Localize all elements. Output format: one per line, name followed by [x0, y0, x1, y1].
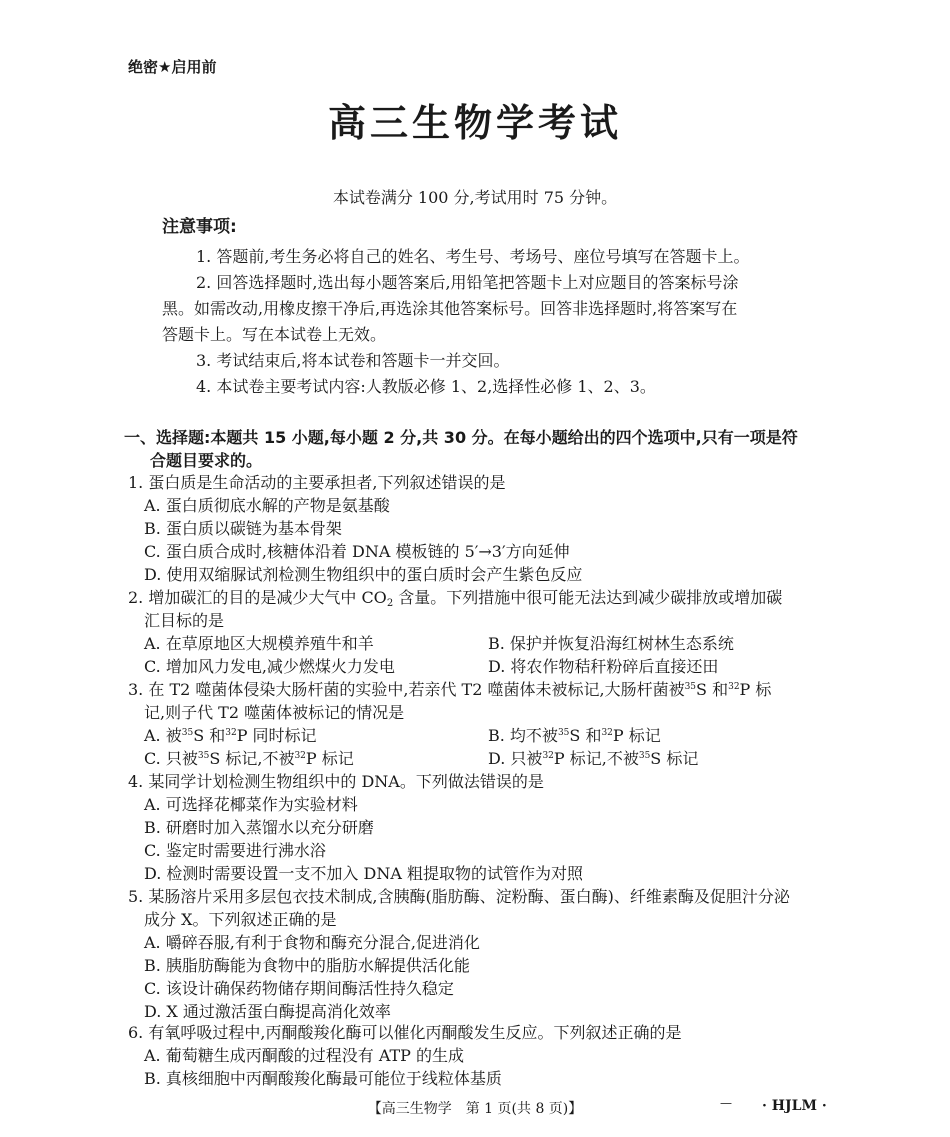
brand-mark: · HJLM · — [762, 1098, 827, 1114]
question-2-option-a: A. 在草原地区大规模养殖牛和羊 — [144, 634, 374, 653]
subscript-2: 2 — [386, 598, 394, 609]
option-text-end: P 标记 — [612, 726, 661, 745]
option-text-mid: S 标记,不被 — [209, 749, 295, 768]
section-heading-line-2: 合题目要求的。 — [150, 451, 263, 470]
option-text-start: D. 只被 — [488, 749, 543, 768]
notice-item-1: 1. 答题前,考生务必将自己的姓名、考生号、考场号、座位号填写在答题卡上。 — [196, 247, 750, 266]
isotope-32: 32 — [601, 728, 613, 738]
option-text-end: P 标记 — [305, 749, 354, 768]
notice-item-3: 3. 考试结束后,将本试卷和答题卡一并交回。 — [196, 351, 510, 370]
notice-item-2-line-3: 答题卡上。写在本试卷上无效。 — [162, 325, 387, 344]
question-4-option-a: A. 可选择花椰菜作为实验材料 — [144, 795, 358, 814]
notice-item-2-line-1: 2. 回答选择题时,选出每小题答案后,用铅笔把答题卡上对应题目的答案标号涂 — [196, 273, 739, 292]
option-text-start: A. 被 — [144, 726, 182, 745]
option-c-text-end: 3′方向延伸 — [491, 542, 570, 561]
confidential-mark: 绝密★启用前 — [128, 58, 217, 76]
question-2-stem-line-2: 汇目标的是 — [144, 611, 225, 630]
question-3-stem-line-2: 记,则子代 T2 噬菌体被标记的情况是 — [144, 703, 405, 722]
isotope-35: 35 — [684, 682, 697, 692]
arrow-symbol: → — [478, 542, 492, 561]
question-2-option-d: D. 将农作物秸秆粉碎后直接还田 — [488, 657, 719, 676]
question-5-option-b: B. 胰脂肪酶能为食物中的脂肪水解提供活化能 — [144, 956, 470, 975]
section-heading-line-1: 一、选择题:本题共 15 小题,每小题 2 分,共 30 分。在每小题给出的四个选项中,只有一项是符 — [124, 428, 798, 447]
question-1-option-a: A. 蛋白质彻底水解的产物是氨基酸 — [144, 496, 390, 515]
question-6-option-b: B. 真核细胞中丙酮酸羧化酶最可能位于线粒体基质 — [144, 1069, 502, 1088]
question-3-option-d — [488, 746, 698, 769]
question-2-option-b: B. 保护并恢复沿海红树林生态系统 — [488, 634, 734, 653]
isotope-32: 32 — [225, 728, 237, 738]
isotope-35: 35 — [557, 728, 570, 738]
question-4-option-b: B. 研磨时加入蒸馏水以充分研磨 — [144, 818, 374, 837]
question-6-stem: 6. 有氧呼吸过程中,丙酮酸羧化酶可以催化丙酮酸发生反应。下列叙述正确的是 — [128, 1023, 682, 1042]
question-1-option-b: B. 蛋白质以碳链为基本骨架 — [144, 519, 342, 538]
option-text-end: P 同时标记 — [236, 726, 317, 745]
option-text-mid: S 和 — [569, 726, 602, 745]
option-text-mid: P 标记,不被 — [553, 749, 639, 768]
option-text-mid: S 和 — [193, 726, 226, 745]
question-5-stem-line-1: 5. 某肠溶片采用多层包衣技术制成,含胰酶(脂肪酶、淀粉酶、蛋白酶)、纤维素酶及促胆汁分泌 — [128, 887, 790, 906]
isotope-35: 35 — [197, 751, 210, 761]
question-4-option-c: C. 鉴定时需要进行沸水浴 — [144, 841, 326, 860]
question-5-stem-line-2: 成分 X。下列叙述正确的是 — [144, 910, 337, 929]
isotope-32: 32 — [728, 682, 740, 692]
stem-text-start: 3. 在 T2 噬菌体侵染大肠杆菌的实验中,若亲代 T2 噬菌体未被标记,大肠杆菌被 — [128, 680, 685, 699]
notice-item-4: 4. 本试卷主要考试内容:人教版必修 1、2,选择性必修 1、2、3。 — [196, 377, 656, 396]
notice-heading: 注意事项: — [162, 217, 237, 237]
footer-dash: — — [720, 1096, 732, 1110]
stem-text-end: 含量。下列措施中很可能无法达到减少碳排放或增加碳 — [393, 588, 783, 607]
question-5-option-d: D. X 通过激活蛋白酶提高消化效率 — [144, 1002, 391, 1021]
isotope-32: 32 — [294, 751, 306, 761]
exam-subtitle: 本试卷满分 100 分,考试用时 75 分钟。 — [332, 188, 618, 207]
question-1-option-c — [144, 539, 570, 562]
question-5-option-c: C. 该设计确保药物储存期间酶活性持久稳定 — [144, 979, 454, 998]
question-2-stem-line-1 — [128, 585, 782, 608]
isotope-35: 35 — [181, 728, 194, 738]
notice-item-2-line-2: 黑。如需改动,用橡皮擦干净后,再选涂其他答案标号。回答非选择题时,将答案写在 — [162, 299, 738, 318]
question-6-option-a: A. 葡萄糖生成丙酮酸的过程没有 ATP 的生成 — [144, 1046, 465, 1065]
isotope-32: 32 — [542, 751, 554, 761]
question-3-option-b — [488, 723, 661, 746]
question-2-option-c: C. 增加风力发电,减少燃煤火力发电 — [144, 657, 395, 676]
option-text-start: C. 只被 — [144, 749, 198, 768]
question-4-option-d: D. 检测时需要设置一支不加入 DNA 粗提取物的试管作为对照 — [144, 864, 583, 883]
stem-text-start: 2. 增加碳汇的目的是减少大气中 CO — [128, 588, 387, 607]
question-5-option-a: A. 嚼碎吞服,有利于食物和酶充分混合,促进消化 — [144, 933, 480, 952]
page-footer: 【高三生物学 第 1 页(共 8 页)】 — [367, 1101, 583, 1117]
stem-text-mid: S 和 — [696, 680, 729, 699]
question-3-option-a — [144, 723, 317, 746]
stem-text-end: P 标 — [739, 680, 772, 699]
option-text-start: B. 均不被 — [488, 726, 558, 745]
question-4-stem: 4. 某同学计划检测生物组织中的 DNA。下列做法错误的是 — [128, 772, 544, 791]
question-1-stem: 1. 蛋白质是生命活动的主要承担者,下列叙述错误的是 — [128, 473, 506, 492]
question-3-option-c — [144, 746, 354, 769]
question-1-option-d: D. 使用双缩脲试剂检测生物组织中的蛋白质时会产生紫色反应 — [144, 565, 583, 584]
isotope-35: 35 — [638, 751, 651, 761]
option-text-end: S 标记 — [650, 749, 699, 768]
question-3-stem-line-1 — [128, 677, 771, 700]
exam-title: 高三生物学考试 — [327, 101, 622, 145]
option-c-text-start: C. 蛋白质合成时,核糖体沿着 DNA 模板链的 5′ — [144, 542, 479, 561]
